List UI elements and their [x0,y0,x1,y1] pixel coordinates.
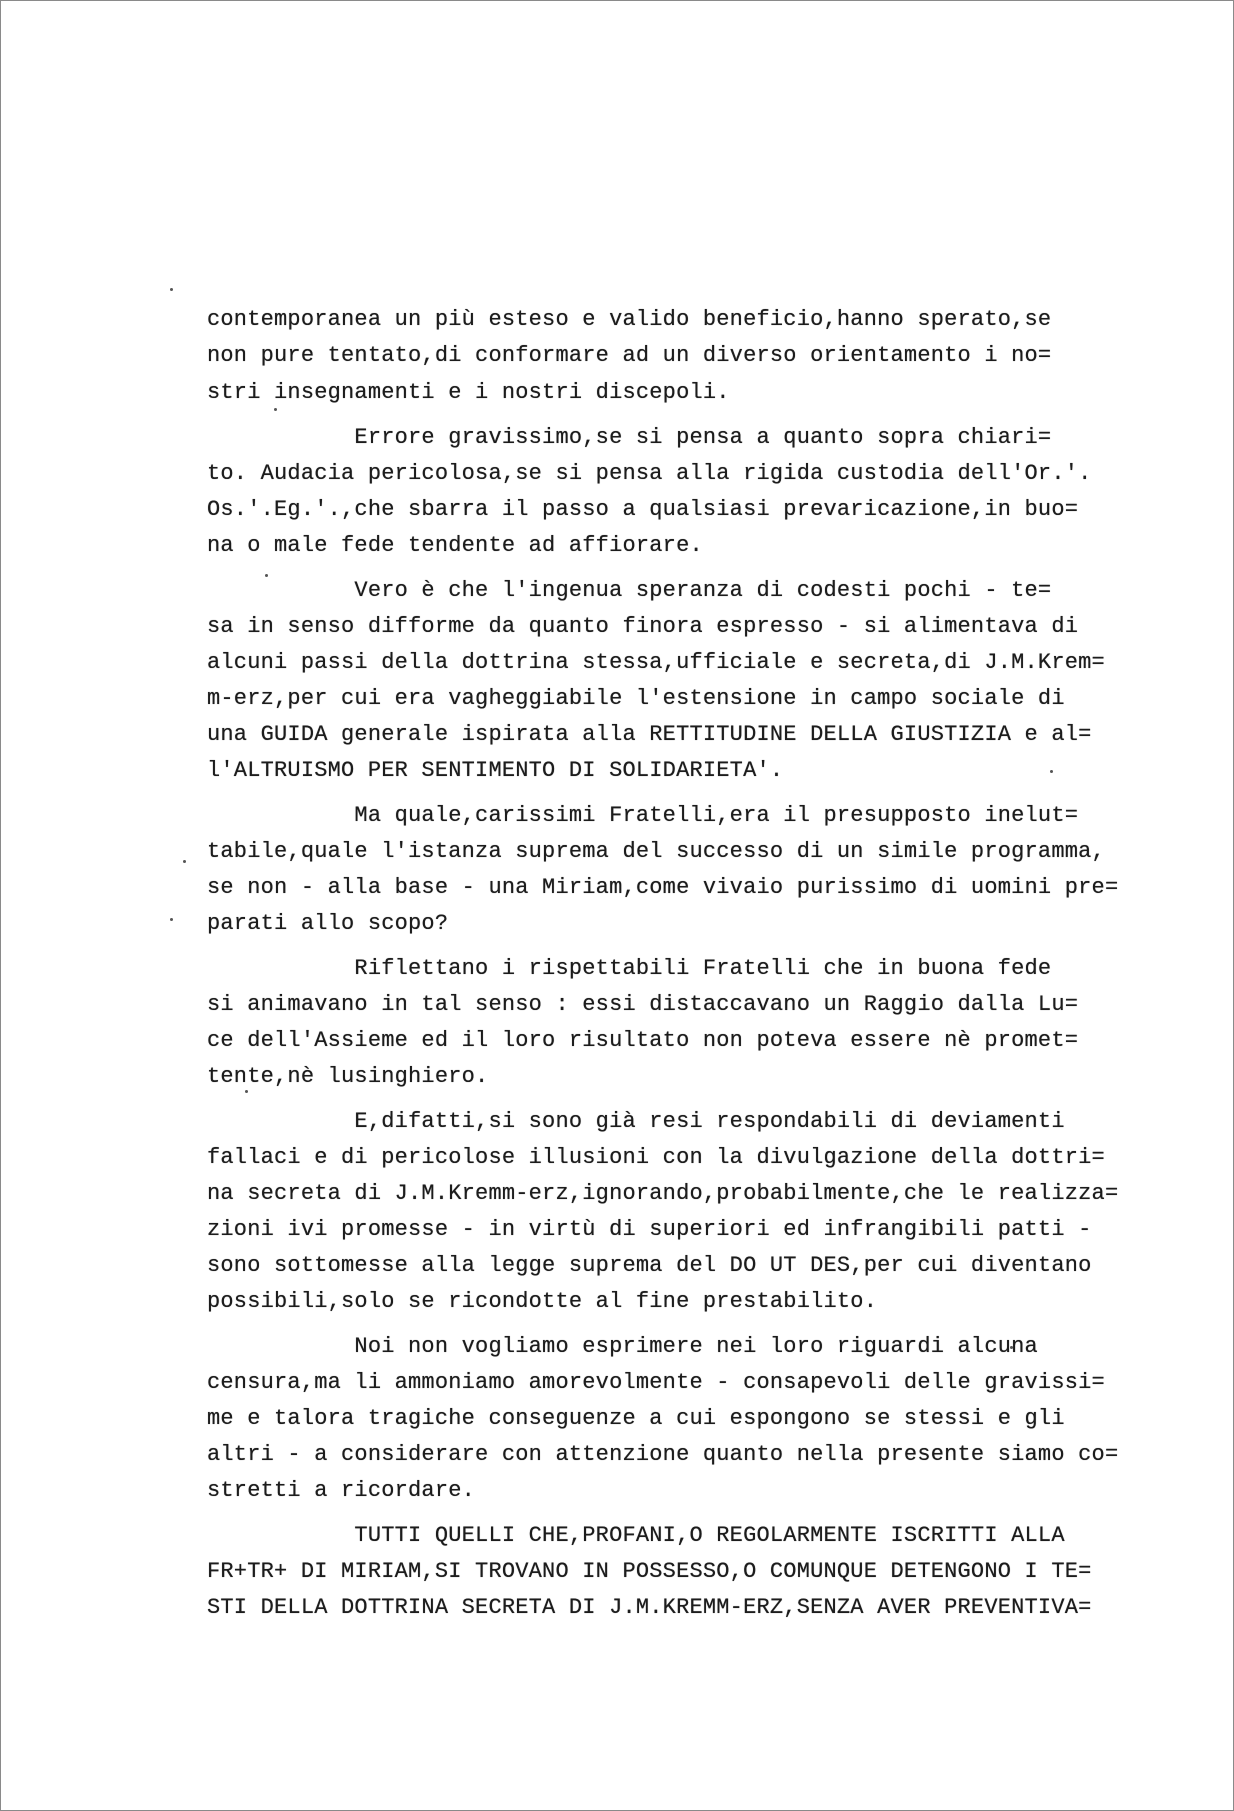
text-line: altri - a considerare con attenzione quanto nella presente siamo co= [207,1442,1119,1467]
text-line: fallaci e di pericolose illusioni con la divulgazione della dottri= [207,1145,1105,1170]
text-line: alcuni passi della dottrina stessa,ufficiale e secreta,di J.M.Krem= [207,650,1105,675]
text-line: Noi non vogliamo esprimere nei loro riguardi alcuna [207,1334,1038,1359]
text-line: Vero è che l'ingenua speranza di codesti pochi - te= [207,578,1052,603]
text-line: Os.'.Eg.'.,che sbarra il passo a qualsiasi prevaricazione,in buo= [207,497,1079,522]
text-line: E,difatti,si sono già resi respondabili di deviamenti [207,1109,1065,1134]
text-line: parati allo scopo? [207,911,449,936]
text-line: me e talora tragiche conseguenze a cui espongono se stessi e gli [207,1406,1065,1431]
text-line: ce dell'Assieme ed il loro risultato non poteva essere nè promet= [207,1028,1079,1053]
text-line: sono sottomesse alla legge suprema del DO UT DES,per cui diventano [207,1253,1092,1278]
text-line: se non - alla base - una Miriam,come vivaio purissimo di uomini pre= [207,875,1119,900]
text-line: na o male fede tendente ad affiorare. [207,533,703,558]
text-line: si animavano in tal senso : essi distaccavano un Raggio dalla Lu= [207,992,1079,1017]
text-line: FR+TR+ DI MIRIAM,SI TROVANO IN POSSESSO,O COMUNQUE DETENGONO I TE= [207,1559,1092,1584]
text-line: una GUIDA generale ispirata alla RETTITUDINE DELLA GIUSTIZIA e al= [207,722,1092,747]
text-line: Ma quale,carissimi Fratelli,era il presupposto inelut= [207,803,1079,828]
text-line: possibili,solo se ricondotte al fine prestabilito. [207,1289,878,1314]
text-line: stretti a ricordare. [207,1478,476,1503]
text-line: tabile,quale l'istanza suprema del successo di un simile programma, [207,839,1105,864]
scan-speck [1050,770,1053,773]
text-line: stri insegnamenti e i nostri discepoli. [207,380,730,405]
text-line: Errore gravissimo,se si pensa a quanto sopra chiari= [207,425,1052,450]
text-line: TUTTI QUELLI CHE,PROFANI,O REGOLARMENTE ISCRITTI ALLA [207,1523,1065,1548]
text-line: Riflettano i rispettabili Fratelli che in buona fede [207,956,1052,981]
scan-speck [274,408,277,411]
scan-speck [183,860,186,863]
text-line: tente,nè lusinghiero. [207,1064,489,1089]
text-line: na secreta di J.M.Kremm-erz,ignorando,probabilmente,che le realizza= [207,1181,1119,1206]
text-line: censura,ma li ammoniamo amorevolmente - consapevoli delle gravissi= [207,1370,1105,1395]
text-line: to. Audacia pericolosa,se si pensa alla rigida custodia dell'Or.'. [207,461,1092,486]
scan-speck [170,918,173,921]
text-line: l'ALTRUISMO PER SENTIMENTO DI SOLIDARIETA'. [207,758,784,783]
text-line: contemporanea un più esteso e valido beneficio,hanno sperato,se [207,307,1052,332]
text-line: non pure tentato,di conformare ad un diverso orientamento i no= [207,343,1052,368]
scan-speck [170,288,173,291]
text-line: m-erz,per cui era vagheggiabile l'estensione in campo sociale di [207,686,1065,711]
text-line: STI DELLA DOTTRINA SECRETA DI J.M.KREMM-ERZ,SENZA AVER PREVENTIVA= [207,1595,1092,1620]
text-line: zioni ivi promesse - in virtù di superiori ed infrangibili patti - [207,1217,1092,1242]
text-line: sa in senso difforme da quanto finora espresso - si alimentava di [207,614,1079,639]
